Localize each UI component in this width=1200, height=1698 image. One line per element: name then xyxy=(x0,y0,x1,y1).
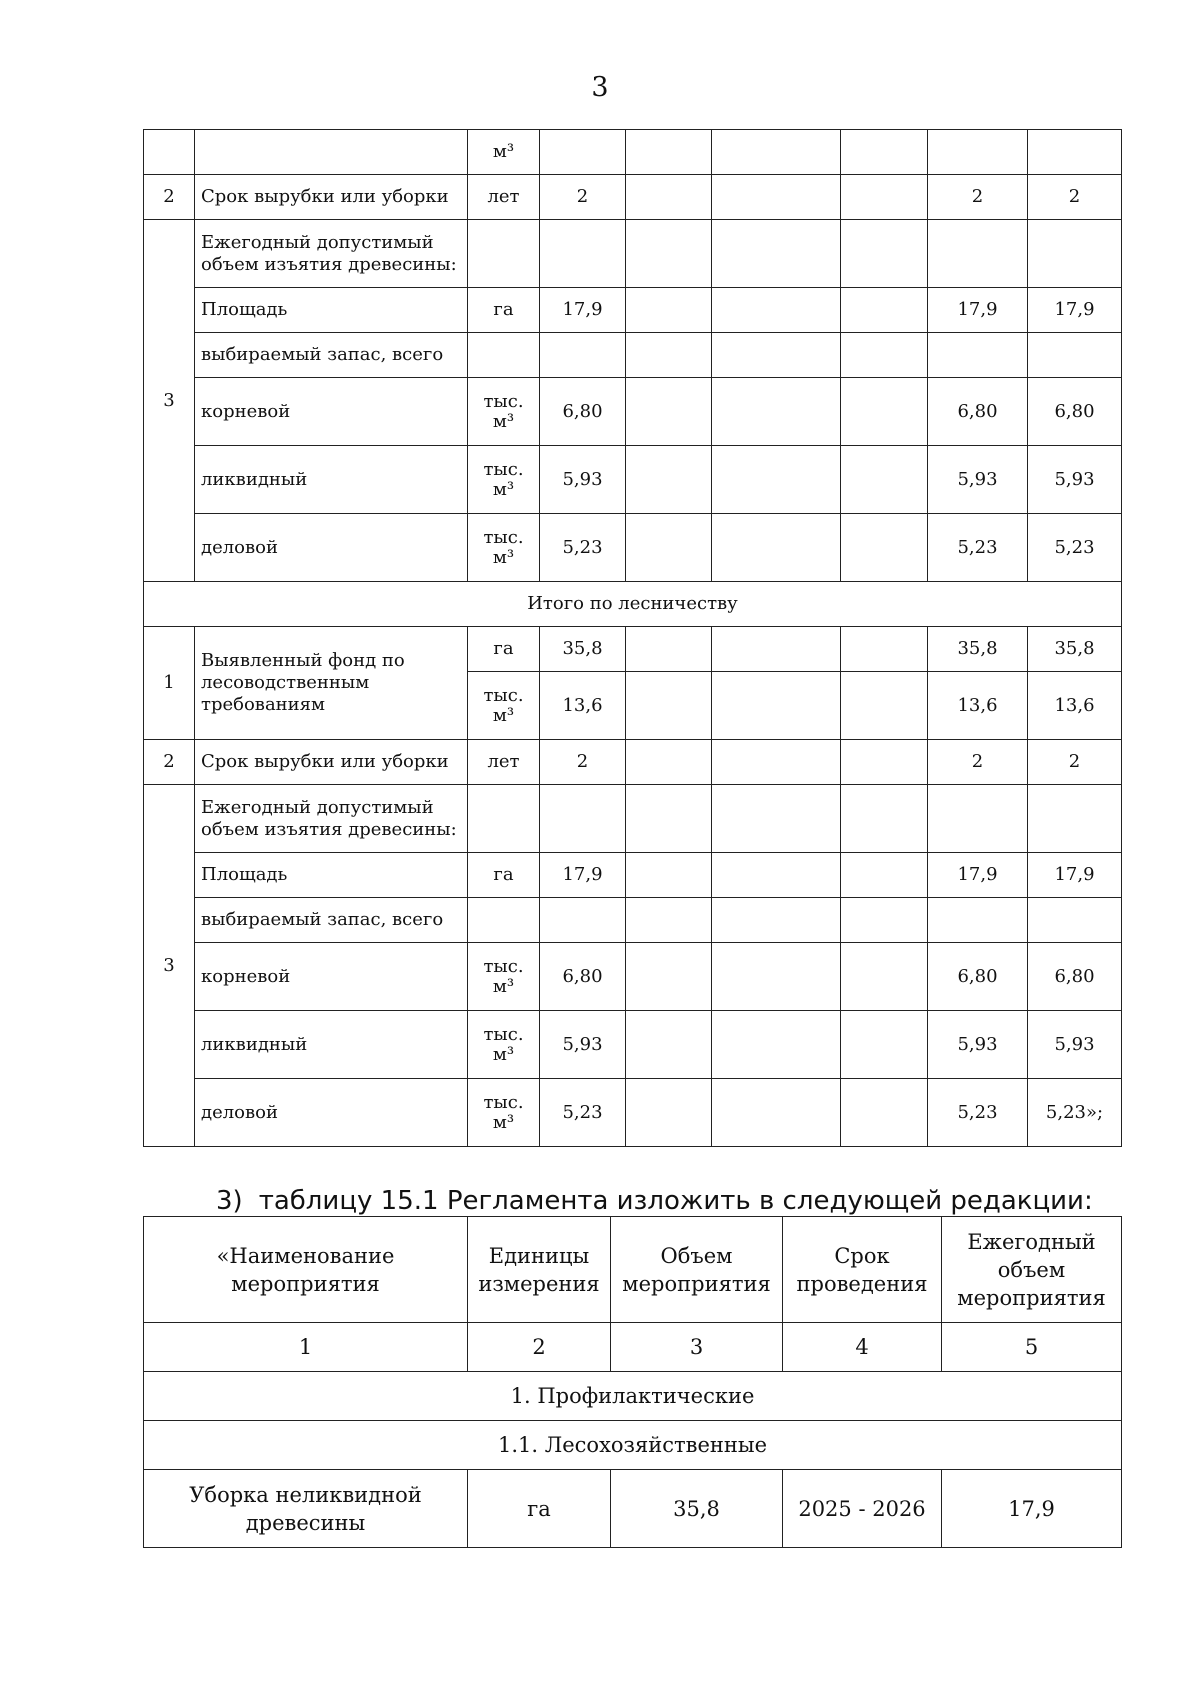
value-cell: 5,23 xyxy=(540,514,626,582)
value-cell: 2 xyxy=(1028,740,1122,785)
unit-cell: лет xyxy=(468,175,540,220)
value-cell: 2 xyxy=(928,740,1028,785)
unit-cell: га xyxy=(468,853,540,898)
value-cell: 5,23 xyxy=(1028,514,1122,582)
row-name: выбираемый запас, всего xyxy=(195,333,468,378)
row-name: ликвидный xyxy=(195,1011,468,1079)
row-number: 2 xyxy=(144,740,195,785)
value-cell: 17,9 xyxy=(942,1470,1122,1548)
table-row xyxy=(144,627,1122,672)
unit-cell: тыс. м³ xyxy=(468,943,540,1011)
subtotal-row xyxy=(144,582,1122,627)
row-name: Срок вырубки или уборки xyxy=(195,175,468,220)
section-heading xyxy=(216,1186,1093,1216)
value-cell: 17,9 xyxy=(540,853,626,898)
value-cell: 17,9 xyxy=(1028,853,1122,898)
unit-cell: га xyxy=(468,1470,611,1548)
unit-cell: тыс. м³ xyxy=(468,514,540,582)
row-number: 3 xyxy=(144,220,195,582)
unit-cell: м³ xyxy=(468,130,540,175)
value-cell: 35,8 xyxy=(928,627,1028,672)
value-cell: 5,23 xyxy=(540,1079,626,1147)
forest-volume-table xyxy=(143,129,1122,1147)
value-cell: 5,93 xyxy=(928,446,1028,514)
column-header: Срок проведения xyxy=(783,1217,942,1323)
value-cell: 17,9 xyxy=(928,853,1028,898)
group-label: 1.1. Лесохозяйственные xyxy=(144,1421,1122,1470)
unit-cell: тыс. м³ xyxy=(468,1011,540,1079)
measure-name: Уборка неликвидной древесины xyxy=(144,1470,468,1548)
unit-cell: тыс. м³ xyxy=(468,378,540,446)
value-cell: 5,23 xyxy=(928,514,1028,582)
row-name: Ежегодный допустимый объем изъятия древесины: xyxy=(195,220,468,288)
table-row xyxy=(144,288,1122,333)
table-row xyxy=(144,1470,1122,1548)
column-header: Объем мероприятия xyxy=(611,1217,783,1323)
value-cell: 5,93 xyxy=(928,1011,1028,1079)
value-cell: 6,80 xyxy=(928,943,1028,1011)
row-number: 2 xyxy=(144,175,195,220)
table-row xyxy=(144,220,1122,288)
unit-cell: тыс. м³ xyxy=(468,1079,540,1147)
value-cell: 17,9 xyxy=(1028,288,1122,333)
group-row xyxy=(144,1372,1122,1421)
row-name: Площадь xyxy=(195,288,468,333)
unit-cell: га xyxy=(468,288,540,333)
value-cell: 6,80 xyxy=(540,378,626,446)
unit-cell: лет xyxy=(468,740,540,785)
row-name: выбираемый запас, всего xyxy=(195,898,468,943)
table-row xyxy=(144,853,1122,898)
table-row xyxy=(144,1079,1122,1147)
row-name: ликвидный xyxy=(195,446,468,514)
table-row xyxy=(144,130,1122,175)
value-cell: 5,93 xyxy=(1028,446,1122,514)
row-name: Выявленный фонд по лесоводственным требованиям xyxy=(195,627,468,740)
value-cell: 13,6 xyxy=(1028,672,1122,740)
table-row xyxy=(144,740,1122,785)
value-cell: 13,6 xyxy=(540,672,626,740)
value-cell: 5,93 xyxy=(540,1011,626,1079)
value-cell: 17,9 xyxy=(540,288,626,333)
value-cell: 2 xyxy=(928,175,1028,220)
row-name: корневой xyxy=(195,378,468,446)
measures-table xyxy=(143,1216,1122,1548)
value-cell: 6,80 xyxy=(540,943,626,1011)
table-row xyxy=(144,333,1122,378)
section-text: таблицу 15.1 Регламента изложить в следующей редакции: xyxy=(258,1186,1093,1216)
row-number: 3 xyxy=(144,785,195,1147)
subtotal-label: Итого по лесничеству xyxy=(144,582,1122,627)
value-cell: 2 xyxy=(540,175,626,220)
value-cell: 5,23»; xyxy=(1028,1079,1122,1147)
row-name: Ежегодный допустимый объем изъятия древесины: xyxy=(195,785,468,853)
value-cell: 6,80 xyxy=(1028,943,1122,1011)
column-header: Единицы измерения xyxy=(468,1217,611,1323)
table-row xyxy=(144,898,1122,943)
group-row xyxy=(144,1421,1122,1470)
unit-cell: тыс. м³ xyxy=(468,446,540,514)
column-header: «Наименование мероприятия xyxy=(144,1217,468,1323)
table-row xyxy=(144,378,1122,446)
value-cell: 2 xyxy=(1028,175,1122,220)
unit-cell: тыс. м³ xyxy=(468,672,540,740)
column-number: 2 xyxy=(468,1323,611,1372)
value-cell: 17,9 xyxy=(928,288,1028,333)
value-cell: 35,8 xyxy=(611,1470,783,1548)
column-number: 1 xyxy=(144,1323,468,1372)
row-name: корневой xyxy=(195,943,468,1011)
value-cell: 6,80 xyxy=(1028,378,1122,446)
value-cell: 13,6 xyxy=(928,672,1028,740)
column-header: Ежегодный объем мероприятия xyxy=(942,1217,1122,1323)
value-cell: 6,80 xyxy=(928,378,1028,446)
value-cell: 35,8 xyxy=(1028,627,1122,672)
table-row xyxy=(144,514,1122,582)
row-name: Срок вырубки или уборки xyxy=(195,740,468,785)
group-label: 1. Профилактические xyxy=(144,1372,1122,1421)
table-row xyxy=(144,1011,1122,1079)
column-number: 5 xyxy=(942,1323,1122,1372)
section-number: 3) xyxy=(216,1186,243,1216)
column-number-row xyxy=(144,1323,1122,1372)
value-cell: 2025 - 2026 xyxy=(783,1470,942,1548)
row-name: деловой xyxy=(195,1079,468,1147)
page-number: 3 xyxy=(591,72,609,103)
value-cell: 35,8 xyxy=(540,627,626,672)
row-number: 1 xyxy=(144,627,195,740)
column-number: 4 xyxy=(783,1323,942,1372)
table-row xyxy=(144,175,1122,220)
value-cell: 2 xyxy=(540,740,626,785)
header-row xyxy=(144,1217,1122,1323)
table-row xyxy=(144,785,1122,853)
table-row xyxy=(144,943,1122,1011)
value-cell: 5,93 xyxy=(540,446,626,514)
table-row xyxy=(144,446,1122,514)
unit-cell: га xyxy=(468,627,540,672)
value-cell: 5,23 xyxy=(928,1079,1028,1147)
column-number: 3 xyxy=(611,1323,783,1372)
value-cell: 5,93 xyxy=(1028,1011,1122,1079)
row-name: Площадь xyxy=(195,853,468,898)
row-name: деловой xyxy=(195,514,468,582)
